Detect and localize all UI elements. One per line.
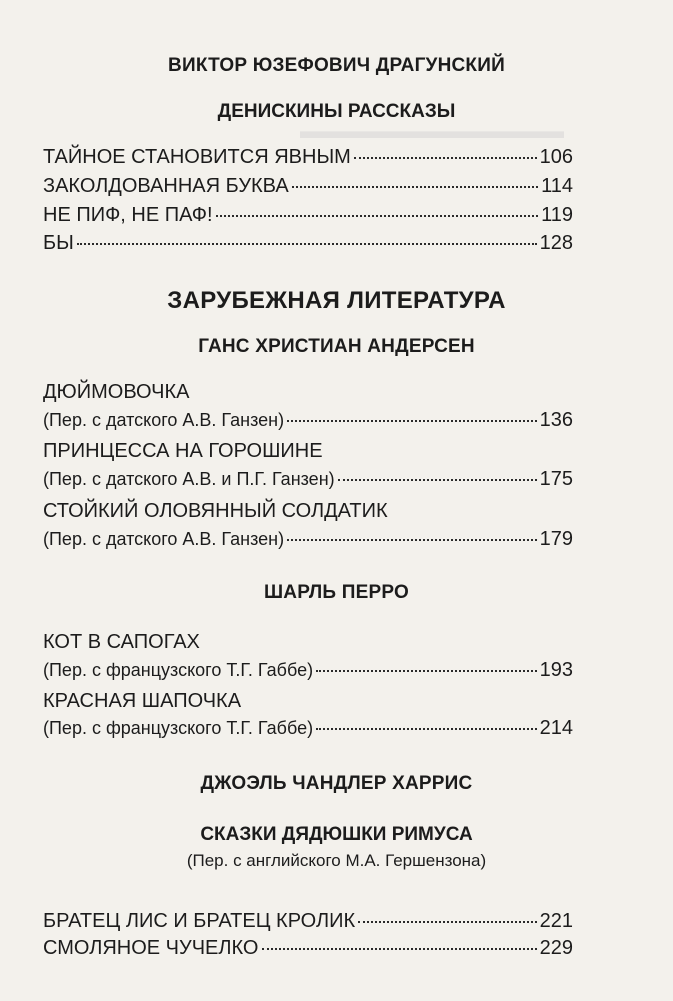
- show-through-decoration: ▬▬▬▬▬▬▬▬▬▬▬▬: [300, 118, 564, 143]
- toc-entry[interactable]: [43, 527, 573, 551]
- dot-leader: [287, 539, 537, 541]
- entry-page: 229: [539, 937, 573, 959]
- entry-page: 221: [539, 910, 573, 932]
- entry-title[interactable]: СТОЙКИЙ ОЛОВЯННЫЙ СОЛДАТИК: [43, 500, 388, 522]
- entry-translator: (Пер. с французского Т.Г. Габбе): [43, 718, 314, 738]
- entry-translator: (Пер. с французского Т.Г. Габбе): [43, 660, 314, 680]
- entry-page: 119: [541, 204, 573, 226]
- entry-title[interactable]: КРАСНАЯ ШАПОЧКА: [43, 690, 242, 712]
- toc-entry[interactable]: [43, 203, 573, 227]
- entry-title: ТАЙНОЕ СТАНОВИТСЯ ЯВНЫМ: [43, 146, 351, 168]
- dot-leader: [338, 479, 537, 481]
- dot-leader: [292, 186, 538, 188]
- collection-translator: (Пер. с английского М.А. Гершензона): [186, 851, 487, 870]
- toc-entry[interactable]: [43, 467, 573, 491]
- author-heading: ГАНС ХРИСТИАН АНДЕРСЕН: [198, 336, 475, 357]
- entry-page: 179: [539, 528, 573, 550]
- toc-entry[interactable]: [43, 936, 573, 960]
- entry-translator: (Пер. с датского А.В. Ганзен): [43, 529, 285, 549]
- author-heading: ШАРЛЬ ПЕРРО: [264, 582, 409, 603]
- dot-leader: [216, 215, 539, 217]
- dot-leader: [287, 420, 537, 422]
- entry-title[interactable]: ПРИНЦЕССА НА ГОРОШИНЕ: [43, 440, 323, 462]
- dot-leader: [262, 948, 537, 950]
- entry-translator: (Пер. с датского А.В. Ганзен): [43, 410, 285, 430]
- dot-leader: [358, 921, 537, 923]
- entry-title: БРАТЕЦ ЛИС И БРАТЕЦ КРОЛИК: [43, 910, 356, 932]
- entry-page: 128: [539, 232, 573, 254]
- dot-leader: [354, 157, 537, 159]
- entry-title: СМОЛЯНОЕ ЧУЧЕЛКО: [43, 937, 259, 959]
- entry-page: 136: [539, 409, 573, 431]
- toc-entry[interactable]: [43, 716, 573, 740]
- author-heading: ВИКТОР ЮЗЕФОВИЧ ДРАГУНСКИЙ: [168, 55, 505, 76]
- collection-heading: ДЕНИСКИНЫ РАССКАЗЫ: [217, 101, 456, 122]
- section-heading: ЗАРУБЕЖНАЯ ЛИТЕРАТУРА: [167, 287, 506, 314]
- collection-heading: СКАЗКИ ДЯДЮШКИ РИМУСА: [200, 824, 473, 845]
- entry-page: 106: [539, 146, 573, 168]
- entry-title: БЫ: [43, 232, 74, 254]
- toc-entry[interactable]: [43, 408, 573, 432]
- entry-title[interactable]: ДЮЙМОВОЧКА: [43, 381, 190, 403]
- dot-leader: [77, 243, 537, 245]
- toc-entry[interactable]: [43, 145, 573, 169]
- entry-title: НЕ ПИФ, НЕ ПАФ!: [43, 204, 213, 226]
- author-heading: ДЖОЭЛЬ ЧАНДЛЕР ХАРРИС: [200, 773, 473, 794]
- toc-entry[interactable]: [43, 231, 573, 255]
- entry-page: 214: [539, 717, 573, 739]
- entry-page: 114: [541, 175, 573, 197]
- entry-page: 193: [539, 659, 573, 681]
- entry-translator: (Пер. с датского А.В. и П.Г. Ганзен): [43, 469, 335, 489]
- toc-entry[interactable]: [43, 174, 573, 198]
- dot-leader: [316, 670, 537, 672]
- toc-entry[interactable]: [43, 909, 573, 933]
- entry-page: 175: [539, 468, 573, 490]
- entry-title: ЗАКОЛДОВАННАЯ БУКВА: [43, 175, 289, 197]
- entry-title[interactable]: КОТ В САПОГАХ: [43, 631, 200, 653]
- toc-entry[interactable]: [43, 658, 573, 682]
- dot-leader: [316, 728, 537, 730]
